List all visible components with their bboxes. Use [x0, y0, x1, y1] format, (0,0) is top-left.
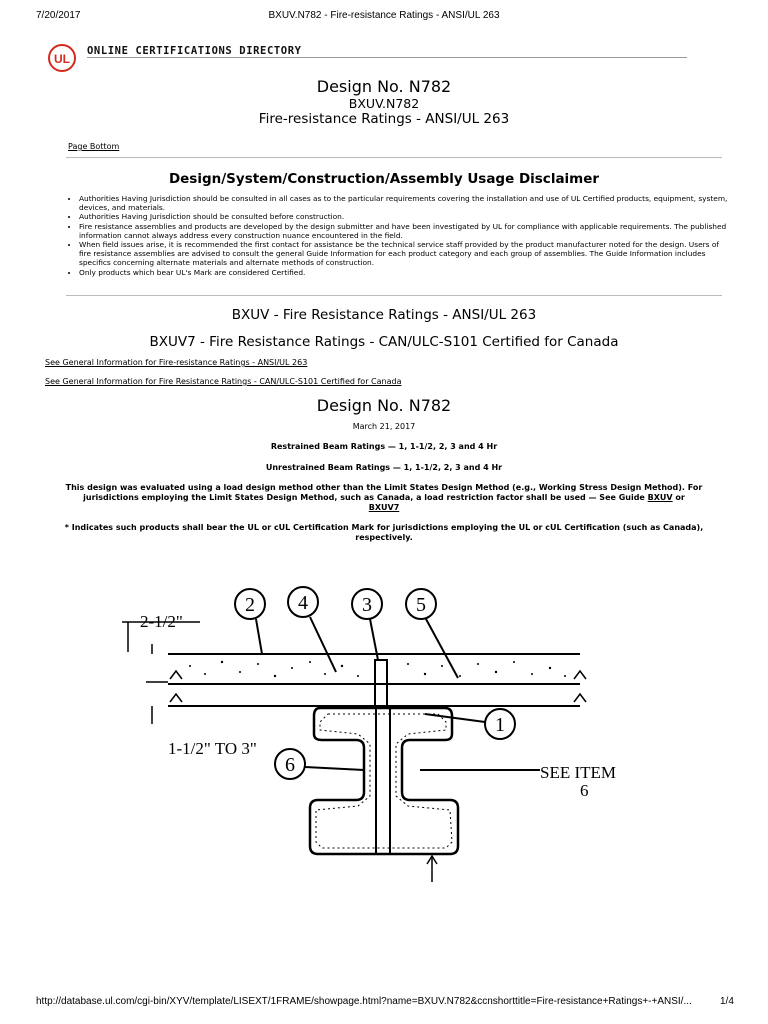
callout-2-label: 2 [245, 594, 255, 616]
list-item: • Authorities Having Jurisdiction should be consulted in all cases as to the particular requirements covering the installation and use of UL Certified products, equipment, system, devices, and materials. [79, 194, 731, 212]
print-title: BXUV.N782 - Fire-resistance Ratings - ANSI/UL 263 [268, 10, 500, 21]
page-number: 1/4 [720, 996, 734, 1007]
ul-logo [47, 40, 77, 76]
disclaimer-list [68, 194, 731, 277]
callout-1-label: 1 [495, 714, 505, 736]
assembly-drawing [110, 584, 640, 884]
certification-note: * Indicates such products shall bear the UL or cUL Certification Mark for jurisdictions employing the UL or cUL Certification (such as Canada), respectively. [64, 523, 704, 542]
callout-3-label: 3 [362, 594, 372, 616]
callout-5-label: 5 [416, 594, 426, 616]
load-design-text: This design was evaluated using a load design method other than the Limit States Design Method (e.g., Working Stress Design Method). For jurisdictions employing the Limit States Design Method, such as Canada, a load restriction factor shall be used — See Guide [65, 483, 703, 502]
dim-top-label: 2-1/2" [140, 612, 183, 631]
concrete-slab [168, 654, 586, 706]
unrestrained-ratings: Unrestrained Beam Ratings — 1, 1-1/2, 2, 3 and 4 Hr [265, 463, 503, 472]
design-title: Design No. N782 [316, 396, 452, 415]
steel-beam [310, 708, 458, 854]
divider [66, 295, 722, 296]
category-bxuv7: BXUV7 - Fire Resistance Ratings - CAN/ULC-S101 Certified for Canada [149, 334, 619, 350]
list-item: • Authorities Having Jurisdiction should be consulted before construction. [79, 212, 731, 221]
design-heading: Design No. N782 [316, 77, 452, 96]
dim-side-label: 1-1/2" TO 3" [168, 739, 257, 758]
bottom-arrow [427, 856, 437, 882]
or-text: or [675, 493, 685, 502]
disclaimer-title: Design/System/Construction/Assembly Usage Disclaimer [168, 171, 600, 187]
print-footer [0, 996, 768, 1010]
design-code: BXUV.N782 [348, 96, 420, 111]
page-url: http://database.ul.com/cgi-bin/XYV/template/LISEXT/1FRAME/showpage.html?name=BXUV.N782&ccnshorttitle=Fire-resistance+Ratings+-+ANSI/... [36, 996, 692, 1007]
callout-4-label: 4 [298, 592, 308, 614]
dimension-lines [122, 622, 200, 724]
general-info-can-link[interactable]: See General Information for Fire Resistance Ratings - CAN/ULC-S101 Certified for Canada [45, 377, 402, 386]
guide-bxuv7-link[interactable]: BXUV7 [368, 503, 400, 512]
design-date: March 21, 2017 [352, 422, 416, 431]
restrained-ratings: Restrained Beam Ratings — 1, 1-1/2, 2, 3 and 4 Hr [270, 442, 498, 451]
page-bottom-link[interactable]: Page Bottom [68, 142, 120, 151]
guide-bxuv-link[interactable]: BXUV [647, 493, 673, 502]
see-item-label: SEE ITEM [540, 763, 617, 782]
load-design-note [40, 483, 728, 513]
print-header [0, 10, 768, 24]
callout-4 [288, 587, 336, 672]
list-item: • Fire resistance assemblies and products are developed by the design submitter and have been investigated by UL for compliance with applicable requirements. The published information cannot always address every construction nuance encountered in the field. [79, 222, 731, 240]
see-item-number: 6 [580, 781, 589, 800]
callout-5 [406, 589, 458, 678]
ul-header [47, 40, 687, 80]
design-subtitle: Fire-resistance Ratings - ANSI/UL 263 [258, 111, 510, 127]
callout-6-label: 6 [285, 754, 295, 776]
directory-label: ONLINE CERTIFICATIONS DIRECTORY [87, 45, 302, 57]
list-item: • Only products which bear UL's Mark are considered Certified. [79, 268, 731, 277]
list-item: • When field issues arise, it is recommended the first contact for assistance be the technical service staff provided by the product manufacturer noted for the design. Users of fire resistance assemblies are advised to consult the general Guide Information for each product category and each group of assemblies. The Guide Information includes specifics concerning alternate materials and alternate methods of construction. [79, 240, 731, 268]
concrete-stipple [189, 661, 566, 677]
ul-logo-text: UL [54, 52, 70, 66]
category-bxuv: BXUV - Fire Resistance Ratings - ANSI/UL 263 [231, 307, 537, 323]
print-date: 7/20/2017 [36, 10, 81, 21]
general-info-ansi-link[interactable]: See General Information for Fire-resistance Ratings - ANSI/UL 263 [45, 358, 308, 367]
divider [66, 157, 722, 158]
header-rule [87, 57, 687, 58]
